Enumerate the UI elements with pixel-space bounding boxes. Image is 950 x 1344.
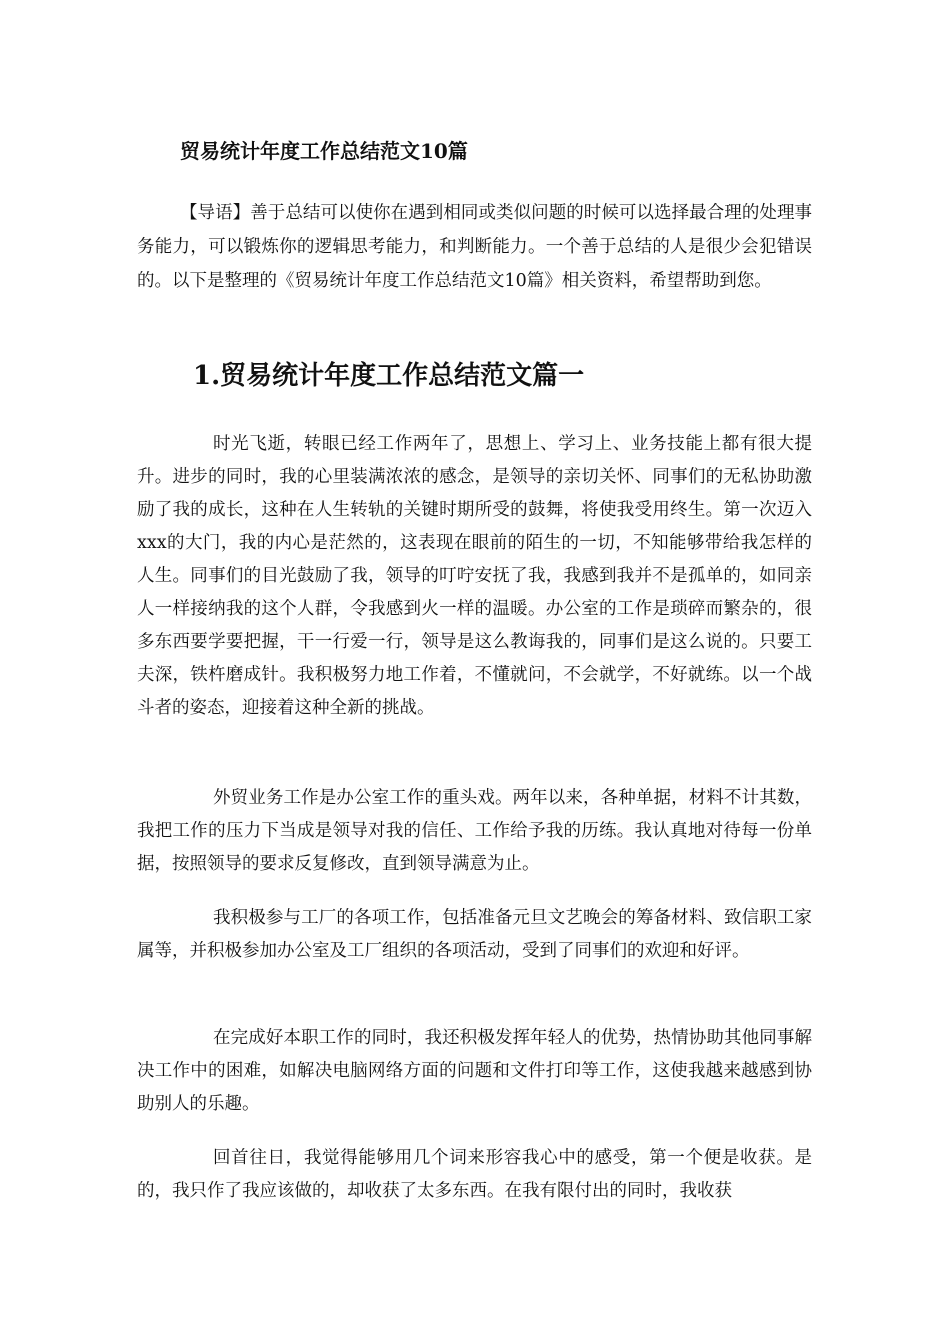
body-paragraph-3: 我积极参与工厂的各项工作，包括准备元旦文艺晚会的筹备材料、致信职工家属等，并积极参加办公室及工厂组织的各项活动，受到了同事们的欢迎和好评。 [137, 908, 812, 961]
section-heading: 1.贸易统计年度工作总结范文篇一 [193, 361, 585, 391]
body-paragraph-5: 回首往日，我觉得能够用几个词来形容我心中的感受，第一个便是收获。是的，我只作了我应该做的，却收获了太多东西。在我有限付出的同时，我收获 [137, 1148, 812, 1201]
body-paragraph-4: 在完成好本职工作的同时，我还积极发挥年轻人的优势，热情协助其他同事解决工作中的困难，如解决电脑网络方面的问题和文件打印等工作，这使我越来越感到协助别人的乐趣。 [137, 1028, 812, 1114]
body-paragraph-2: 外贸业务工作是办公室工作的重头戏。两年以来，各种单据，材料不计其数，我把工作的压力下当成是领导对我的信任、工作给予我的历练。我认真地对待每一份单据，按照领导的要求反复修改，直到领导满意为止。 [137, 788, 812, 874]
body-paragraph-1: 时光飞逝，转眼已经工作两年了，思想上、学习上、业务技能上都有很大提升。进步的同时，我的心里装满浓浓的感念，是领导的亲切关怀、同事们的无私协助激励了我的成长，这种在人生转轨的关键时期所受的鼓舞，将使我受用终生。第一次迈入xxx的大门，我的内心是茫然的，这表现在眼前的陌生的一切，不知能够带给我怎样的人生。同事们的目光鼓励了我，领导的叮咛安抚了我，我感到我并不是孤单的，如同亲人一样接纳我的这个人群，令我感到火一样的温暖。办公室的工作是琐碎而繁杂的，很多东西要学要把握，干一行爱一行，领导是这么教诲我的，同事们是这么说的。只要工夫深，铁杵磨成针。我积极努力地工作着，不懂就问，不会就学，不好就练。以一个战斗者的姿态，迎接着这种全新的挑战。 [137, 434, 812, 718]
intro-paragraph: 【导语】善于总结可以使你在遇到相同或类似问题的时候可以选择最合理的处理事务能力，可以锻炼你的逻辑思考能力，和判断能力。一个善于总结的人是很少会犯错误的。以下是整理的《贸易统计年度工作总结范文10篇》相关资料，希望帮助到您。 [137, 203, 812, 291]
document-title: 贸易统计年度工作总结范文10篇 [180, 139, 468, 163]
